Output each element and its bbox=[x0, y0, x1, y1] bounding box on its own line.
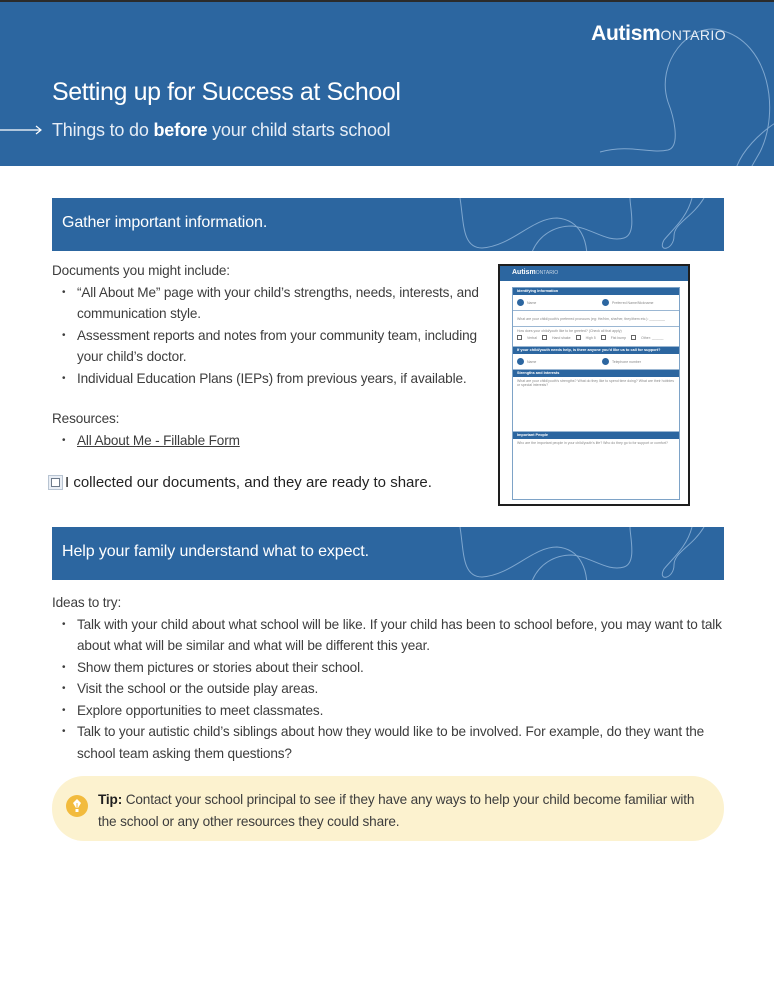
ideas-list bbox=[52, 614, 732, 765]
thumbnail-field: Telephone number bbox=[612, 359, 641, 364]
thumbnail-field: Preferred Name/Nickname bbox=[612, 300, 654, 305]
checkbox-icon bbox=[542, 335, 547, 340]
thumbnail-field: What are your child/youth’s preferred pronouns (eg: He/him, she/her, they/them etc.): ________ bbox=[517, 316, 665, 321]
subtitle-emphasis: before bbox=[153, 120, 208, 140]
resources-list bbox=[52, 430, 482, 452]
checkbox-icon bbox=[631, 335, 636, 340]
thumbnail-option: Other: ______ bbox=[641, 335, 664, 340]
logo-wordmark-bold: Autism bbox=[591, 22, 661, 45]
thumbnail-option: High 5 bbox=[585, 335, 596, 340]
thumbnail-field: Name bbox=[527, 359, 537, 364]
section-header bbox=[52, 198, 724, 251]
thumbnail-logo bbox=[500, 266, 688, 281]
thumbnail-option: Verbal bbox=[527, 335, 537, 340]
thumbnail-section-header: Identifying Information bbox=[513, 288, 679, 295]
resources-label: Resources: bbox=[52, 411, 120, 426]
list-item: • Visit the school or the outside play areas. bbox=[52, 678, 732, 700]
documents-collected-checkbox-row[interactable] bbox=[48, 474, 432, 491]
tip-label: Tip: bbox=[98, 792, 123, 807]
page-title: Setting up for Success at School bbox=[52, 78, 401, 106]
checkbox-label: I collected our documents, and they are ready to share. bbox=[65, 474, 432, 491]
list-item: • Talk with your child about what school will be like. If your child has been to school before, you may want to talk about what will be similar and what will be different this year. bbox=[52, 614, 732, 657]
checkbox-icon bbox=[601, 335, 606, 340]
list-item bbox=[52, 430, 482, 452]
thumbnail-logo-bold: Autism bbox=[512, 269, 536, 276]
resources-block bbox=[52, 408, 482, 451]
thumbnail-field: How does your child/youth like to be greeted? (Check all that apply) bbox=[517, 329, 622, 333]
phone-icon bbox=[602, 358, 609, 365]
tip-callout bbox=[52, 776, 724, 841]
ideas-block bbox=[52, 592, 732, 764]
list-item: • Talk to your autistic child’s siblings about how they would like to be involved. For example, do they want the school team asking them questions? bbox=[52, 721, 732, 764]
list-item: • Show them pictures or stories about their school. bbox=[52, 657, 732, 679]
thumbnail-form bbox=[512, 287, 680, 500]
autism-ontario-logo bbox=[591, 22, 726, 46]
thumbnail-option: Fist bump bbox=[610, 335, 627, 340]
ideas-label: Ideas to try: bbox=[52, 595, 122, 610]
page-header bbox=[0, 2, 774, 166]
page-subtitle bbox=[52, 120, 390, 141]
person-icon bbox=[602, 299, 609, 306]
checkbox-box-icon bbox=[51, 478, 60, 487]
all-about-me-form-link[interactable]: All About Me - Fillable Form bbox=[77, 432, 240, 448]
subtitle-text: Things to do bbox=[52, 120, 154, 140]
thumbnail-row bbox=[513, 354, 679, 370]
thumbnail-options bbox=[517, 335, 675, 340]
section-header bbox=[52, 527, 724, 580]
person-icon bbox=[517, 358, 524, 365]
list-item: • Assessment reports and notes from your community team, including your child’s doctor. bbox=[52, 325, 482, 368]
subtitle-text: your child starts school bbox=[207, 120, 391, 140]
documents-label: Documents you might include: bbox=[52, 263, 230, 278]
person-icon bbox=[517, 299, 524, 306]
thumbnail-row bbox=[513, 327, 679, 347]
thumbnail-section-header: Important People bbox=[513, 432, 679, 439]
thumbnail-field: Name bbox=[527, 300, 537, 305]
logo-wordmark-light: ONTARIO bbox=[660, 27, 726, 43]
checkbox-icon bbox=[517, 335, 522, 340]
list-item: • “All About Me” page with your child’s strengths, needs, interests, and communication style. bbox=[52, 282, 482, 325]
thumbnail-row bbox=[513, 295, 679, 311]
documents-collected-checkbox[interactable] bbox=[48, 475, 63, 490]
tip-body: Contact your school principal to see if they have any ways to help your child become familiar with the school or any other resources they could share. bbox=[98, 792, 695, 829]
thumbnail-row: Who are the important people in your child/youth’s life? Who do they go to for support or comfort? bbox=[517, 441, 668, 445]
all-about-me-form-preview[interactable] bbox=[498, 264, 690, 506]
list-item: • Individual Education Plans (IEPs) from previous years, if available. bbox=[52, 368, 482, 390]
arrow-right-icon bbox=[0, 123, 44, 137]
thumbnail-section-header: If your child/youth needs help, is there anyone you’d like us to call for support? bbox=[513, 347, 679, 354]
lightbulb-icon bbox=[66, 795, 88, 817]
documents-list bbox=[52, 282, 482, 390]
checkbox-icon bbox=[576, 335, 581, 340]
documents-block bbox=[52, 260, 482, 389]
thumbnail-logo-light: ONTARIO bbox=[535, 270, 559, 276]
tip-text bbox=[98, 789, 708, 832]
thumbnail-option: Hand shake bbox=[551, 335, 571, 340]
thumbnail-section-header: Strengths and Interests bbox=[513, 370, 679, 377]
list-item: • Explore opportunities to meet classmates. bbox=[52, 700, 732, 722]
thumbnail-row: What are your child/youth’s strengths? What do they like to spend time doing? What are their hobbies or special interests? bbox=[513, 377, 679, 432]
section-title: Gather important information. bbox=[62, 214, 268, 231]
section-title: Help your family understand what to expect. bbox=[62, 543, 369, 560]
thumbnail-row bbox=[513, 311, 679, 327]
